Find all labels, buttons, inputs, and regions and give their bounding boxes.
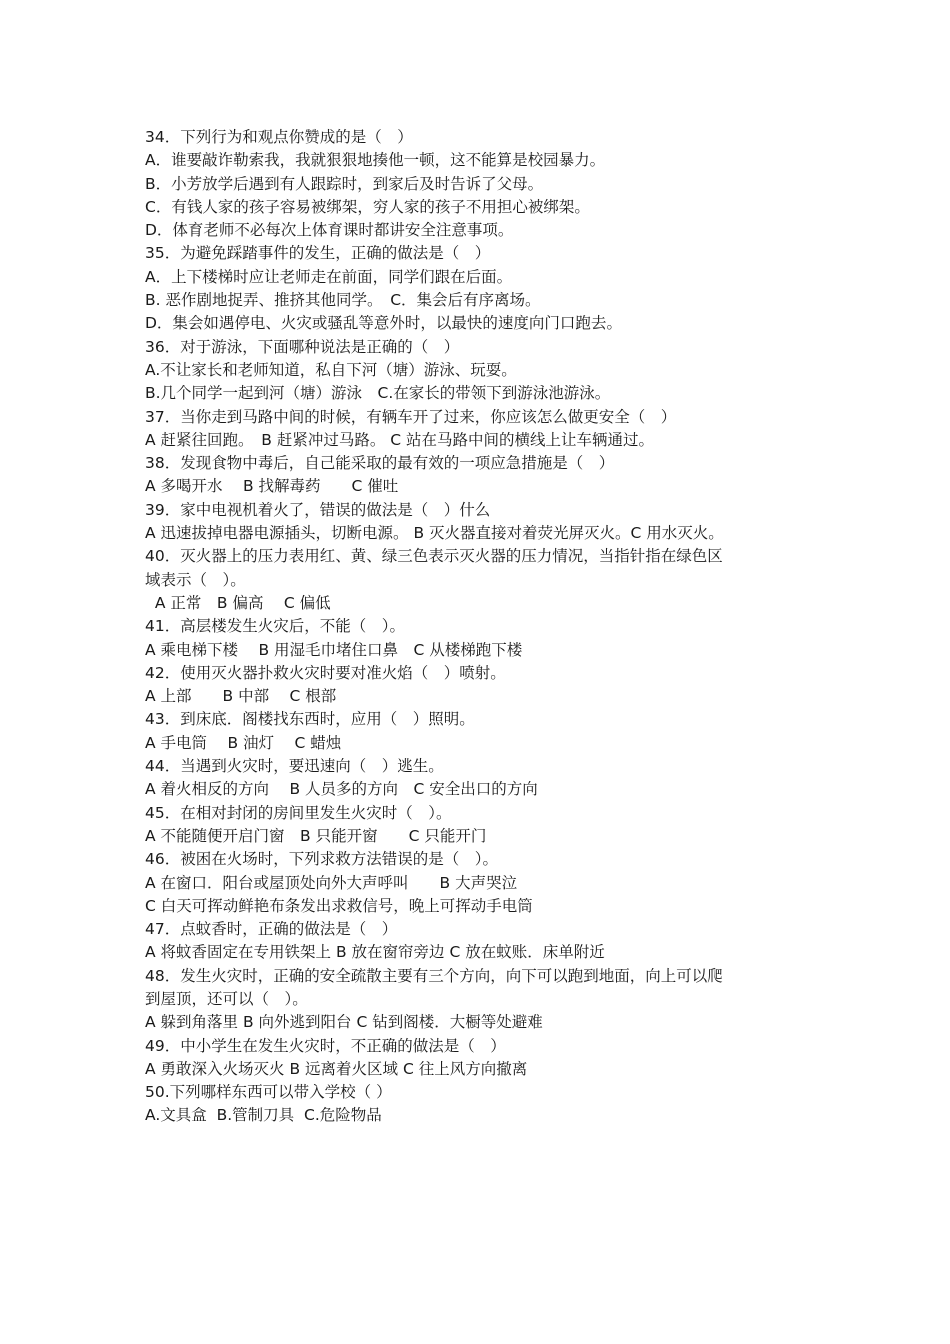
question-49-options: A 勇敢深入火场灭火 B 远离着火区域 C 往上风方向撤离 (145, 1059, 528, 1078)
question-36-stem: 36．对于游泳，下面哪种说法是正确的（ ） (145, 337, 460, 356)
question-39-stem: 39．家中电视机着火了，错误的做法是（ ）什么 (145, 500, 491, 519)
question-48-stem-continued: 到屋顶，还可以（ ）。 (145, 989, 308, 1008)
question-34-option-b: B．小芳放学后遇到有人跟踪时，到家后及时告诉了父母。 (145, 174, 544, 193)
question-46-stem: 46．被困在火场时，下列求救方法错误的是（ ）。 (145, 850, 498, 869)
question-35-option-a: A．上下楼梯时应让老师走在前面，同学们跟在后面。 (145, 267, 513, 286)
question-38-options: A 多喝开水 B 找解毒药 C 催吐 (145, 477, 399, 496)
question-46-option-c: C 白天可挥动鲜艳布条发出求救信号，晚上可挥动手电筒 (145, 896, 533, 915)
question-46-options-ab: A 在窗口．阳台或屋顶处向外大声呼叫 B 大声哭泣 (145, 873, 518, 892)
question-49-stem: 49．中小学生在发生火灾时，不正确的做法是（ ） (145, 1036, 506, 1055)
question-43-stem: 43．到床底．阁楼找东西时，应用（ ）照明。 (145, 710, 475, 729)
question-39-options: A 迅速拔掉电器电源插头，切断电源。 B 灭火器直接对着荧光屏灭火。C 用水灭火。 (145, 524, 724, 543)
question-34-option-c: C．有钱人家的孩子容易被绑架，穷人家的孩子不用担心被绑架。 (145, 197, 590, 216)
question-38-stem: 38．发现食物中毒后，自己能采取的最有效的一项应急措施是（ ） (145, 454, 615, 473)
question-47-options: A 将蚊香固定在专用铁架上 B 放在窗帘旁边 C 放在蚊账．床单附近 (145, 943, 605, 962)
question-35-stem: 35．为避免踩踏事件的发生，正确的做法是（ ） (145, 244, 491, 263)
question-43-options: A 手电筒 B 油灯 C 蜡烛 (145, 733, 342, 752)
question-36-options-bc: B.几个同学一起到河（塘）游泳 C.在家长的带领下到游泳池游泳。 (145, 384, 611, 403)
question-44-options: A 着火相反的方向 B 人员多的方向 C 安全出口的方向 (145, 780, 538, 799)
document-page (145, 126, 835, 1128)
question-34-option-d: D．体育老师不必每次上体育课时都讲安全注意事项。 (145, 221, 514, 240)
question-50-stem: 50.下列哪样东西可以带入学校（ ） (145, 1083, 392, 1102)
question-45-stem: 45．在相对封闭的房间里发生火灾时（ ）。 (145, 803, 452, 822)
question-35-option-d: D．集会如遇停电、火灾或骚乱等意外时，以最快的速度向门口跑去。 (145, 314, 622, 333)
question-40-stem-continued: 域表示（ ）。 (145, 570, 246, 589)
question-47-stem: 47．点蚊香时，正确的做法是（ ） (145, 920, 398, 939)
question-40-options: A 正常 B 偏高 C 偏低 (145, 593, 331, 612)
question-40-stem: 40．灭火器上的压力表用红、黄、绿三色表示灭火器的压力情况，当指针指在绿色区 (145, 547, 723, 566)
question-50-options: A.文具盒 B.管制刀具 C.危险物品 (145, 1106, 382, 1125)
question-41-stem: 41．高层楼发生火灾后，不能（ ）。 (145, 617, 405, 636)
question-44-stem: 44．当遇到火灾时，要迅速向（ ）逃生。 (145, 757, 444, 776)
question-37-stem: 37．当你走到马路中间的时候，有辆车开了过来，你应该怎么做更安全（ ） (145, 407, 677, 426)
question-34-stem: 34．下列行为和观点你赞成的是（ ） (145, 128, 413, 146)
question-42-options: A 上部 B 中部 C 根部 (145, 687, 337, 706)
question-48-stem: 48．发生火灾时，正确的安全疏散主要有三个方向，向下可以跑到地面，向上可以爬 (145, 966, 723, 985)
question-35-options-bc: B. 恶作剧地捉弄、推挤其他同学。 C．集会后有序离场。 (145, 291, 541, 310)
question-41-options: A 乘电梯下楼 B 用湿毛巾堵住口鼻 C 从楼梯跑下楼 (145, 640, 523, 659)
question-48-options: A 躲到角落里 B 向外逃到阳台 C 钻到阁楼．大橱等处避难 (145, 1013, 543, 1032)
question-34-option-a: A．谁要敲诈勒索我，我就狠狠地揍他一顿，这不能算是校园暴力。 (145, 151, 606, 170)
question-36-option-a: A.不让家长和老师知道，私自下河（塘）游泳、玩耍。 (145, 360, 517, 379)
question-42-stem: 42．使用灭火器扑救火灾时要对准火焰（ ）喷射。 (145, 663, 506, 682)
question-37-options: A 赶紧往回跑。 B 赶紧冲过马路。 C 站在马路中间的横线上让车辆通过。 (145, 430, 655, 449)
question-45-options: A 不能随便开启门窗 B 只能开窗 C 只能开门 (145, 826, 487, 845)
